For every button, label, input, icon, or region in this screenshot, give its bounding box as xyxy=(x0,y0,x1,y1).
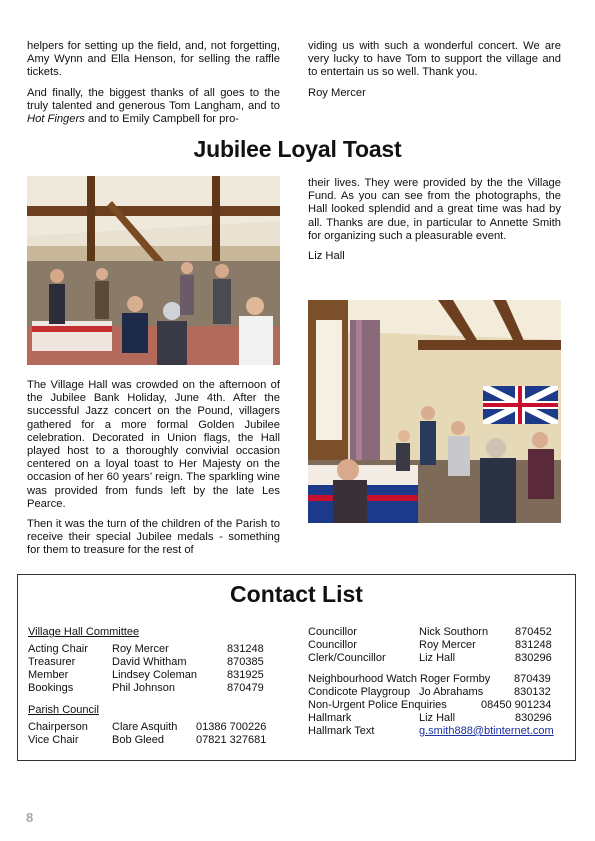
paragraph: Then it was the turn of the children of the Parish to receive their special Jubilee medals - something for them to treasure for the rest of xyxy=(27,518,280,557)
photo-union-flag-hall xyxy=(308,300,561,523)
section-heading: Village Hall Committee xyxy=(28,626,140,638)
contact-row: Vice Chair Bob Gleed 07821 327681 xyxy=(28,734,267,746)
contact-list-box xyxy=(17,574,576,761)
contact-row: Acting Chair Roy Mercer 831248 xyxy=(28,643,264,655)
article-right-column xyxy=(308,177,561,263)
contact-row: Neighbourhood Watch Roger Formby 870439 xyxy=(308,673,551,685)
article-title: Jubilee Loyal Toast xyxy=(193,136,402,162)
contact-row: Non-Urgent Police Enquiries 08450 901234 xyxy=(308,699,552,711)
paragraph: The Village Hall was crowded on the afternoon of the Jubilee Bank Holiday, June 4th. After the successful Jazz concert on the Pound, villagers gathered for a more formal Golden Jubilee celebration. Decorated in Union flags, the Hall played host to a thoroughly convivial occasion centered on a loyal toast to Her Majesty on the occasion of her 60 years’ reign. The sparkling wine was provided from funds left by the late Les Pearce. xyxy=(27,379,280,510)
emphasis: Hot Fingers xyxy=(27,113,85,126)
paragraph: their lives. They were provided by the the Village Fund. As you can see from the photographs, the Hall looked splendid and a great time was had by all. Thanks are due, in particular to Annette Smith for organizing such a pleasurable event. xyxy=(308,177,561,242)
page-number: 8 xyxy=(26,810,34,825)
contact-row: Treasurer David Whitham 870385 xyxy=(28,656,264,668)
contact-row: Hallmark Liz Hall 830296 xyxy=(308,712,552,724)
top-right-column xyxy=(308,40,561,100)
article-left-column xyxy=(27,379,280,558)
section-heading: Parish Council xyxy=(28,704,99,716)
contact-row: Chairperson Clare Asquith 01386 700226 xyxy=(28,721,267,733)
signature: Roy Mercer xyxy=(308,86,366,99)
contact-left-column xyxy=(28,626,288,747)
contact-list-title: Contact List xyxy=(230,581,363,607)
contact-row: Councillor Nick Southorn 870452 xyxy=(308,626,552,638)
contact-row: Condicote Playgroup Jo Abrahams 830132 xyxy=(308,686,551,698)
paragraph: And finally, the biggest thanks of all goes to the truly talented and generous Tom Langham, and to Hot Fingers and to Emily Campbell for pro- xyxy=(27,86,280,126)
top-left-column xyxy=(27,40,280,126)
contact-right-column xyxy=(308,626,568,738)
contact-row: Clerk/Councillor Liz Hall 830296 xyxy=(308,652,552,664)
photo-hall-crowd xyxy=(27,176,280,365)
signature: Liz Hall xyxy=(308,250,345,263)
contact-row: Councillor Roy Mercer 831248 xyxy=(308,639,552,651)
paragraph: viding us with such a wonderful concert. We are very lucky to have Tom to support the village and to entertain us so well. Thank you. xyxy=(308,40,561,79)
contact-row: Member Lindsey Coleman 831925 xyxy=(28,669,264,681)
contact-row: Bookings Phil Johnson 870479 xyxy=(28,682,264,694)
contact-row: Hallmark Text g.smith888@btinternet.com xyxy=(308,725,554,737)
paragraph: helpers for setting up the field, and, not forgetting, Amy Wynn and Ella Henson, for selling the raffle tickets. xyxy=(27,40,280,79)
email-link[interactable]: g.smith888@btinternet.com xyxy=(419,725,554,737)
